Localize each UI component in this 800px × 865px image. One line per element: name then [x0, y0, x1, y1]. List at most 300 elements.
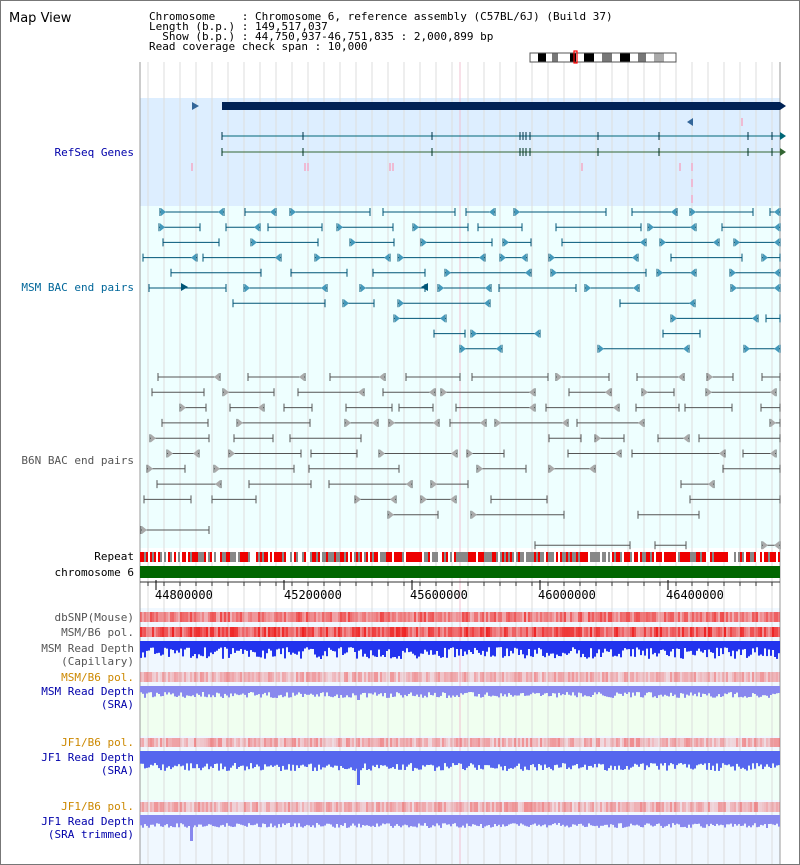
read-depth-bar	[546, 815, 548, 827]
polymorphism-cell	[468, 612, 470, 622]
read-depth-bar	[754, 815, 756, 823]
polymorphism-cell	[604, 627, 606, 637]
polymorphism-cell	[344, 612, 346, 622]
polymorphism-cell	[240, 627, 242, 637]
read-depth-bar	[712, 751, 714, 766]
polymorphism-cell	[610, 802, 612, 812]
ideogram-band	[630, 53, 638, 62]
read-depth-bar	[772, 686, 774, 694]
read-depth-bar	[224, 815, 226, 827]
read-depth-bar	[326, 641, 328, 656]
polymorphism-cell	[352, 802, 354, 812]
polymorphism-cell	[692, 802, 694, 812]
polymorphism-cell	[346, 612, 348, 622]
polymorphism-cell	[166, 612, 168, 622]
repeat-label[interactable]: Repeat	[94, 550, 134, 563]
polymorphism-cell	[708, 738, 710, 747]
read-depth-bar	[344, 815, 346, 823]
repeat-block	[218, 552, 220, 562]
read-depth-bar	[204, 686, 206, 697]
repeat-block	[728, 552, 730, 562]
polymorphism-cell	[156, 627, 158, 637]
polymorphism-cell	[178, 612, 180, 622]
read-depth-bar	[572, 815, 574, 824]
polymorphism-cell	[190, 738, 192, 747]
dbsnp-label[interactable]: dbSNP(Mouse)	[54, 611, 134, 624]
jf1-read-depth-trim-label[interactable]: JF1 Read Depth	[41, 815, 134, 828]
read-depth-bar	[332, 815, 334, 827]
repeat-block	[488, 552, 490, 562]
gene-strand-arrow	[780, 148, 786, 156]
polymorphism-cell	[702, 738, 704, 747]
read-depth-bar	[236, 751, 238, 769]
read-depth-bar	[426, 751, 428, 765]
read-depth-bar	[650, 686, 652, 692]
read-depth-bar	[304, 751, 306, 767]
polymorphism-cell	[488, 802, 490, 812]
read-depth-bar	[548, 815, 550, 825]
read-depth-bar	[188, 686, 190, 696]
read-depth-bar	[600, 751, 602, 765]
read-depth-bar	[450, 641, 452, 648]
repeat-block	[750, 552, 752, 562]
polymorphism-cell	[422, 802, 424, 812]
read-depth-bar	[648, 815, 650, 824]
polymorphism-cell	[564, 627, 566, 637]
polymorphism-cell	[470, 672, 472, 682]
polymorphism-cell	[378, 612, 380, 622]
read-depth-bar	[610, 686, 612, 697]
polymorphism-cell	[208, 802, 210, 812]
read-depth-bar	[668, 815, 670, 824]
polymorphism-cell	[232, 802, 234, 812]
polymorphism-cell	[356, 672, 358, 682]
b6n-bac-label[interactable]: B6N BAC end pairs	[21, 454, 134, 467]
polymorphism-cell	[756, 612, 758, 622]
polymorphism-cell	[180, 802, 182, 812]
polymorphism-cell	[162, 672, 164, 682]
polymorphism-cell	[306, 612, 308, 622]
read-depth-bar	[518, 751, 520, 764]
polymorphism-cell	[388, 627, 390, 637]
polymorphism-cell	[568, 627, 570, 637]
read-depth-bar	[678, 686, 680, 698]
read-depth-bar	[618, 815, 620, 823]
polymorphism-cell	[586, 672, 588, 682]
polymorphism-cell	[274, 612, 276, 622]
repeat-block	[720, 552, 722, 562]
repeat-block	[710, 552, 712, 562]
read-depth-bar	[384, 686, 386, 693]
read-depth-bar	[774, 641, 776, 657]
read-depth-bar	[628, 641, 630, 649]
read-depth-bar	[622, 641, 624, 651]
read-depth-bar	[240, 641, 242, 649]
polymorphism-cell	[176, 612, 178, 622]
read-depth-bar	[140, 641, 142, 658]
repeat-block	[464, 552, 466, 562]
polymorphism-cell	[144, 627, 146, 637]
read-depth-bar	[200, 686, 202, 697]
read-depth-bar	[266, 641, 268, 653]
read-depth-bar	[234, 815, 236, 827]
read-depth-bar	[164, 751, 166, 771]
read-depth-bar	[316, 641, 318, 658]
polymorphism-cell	[604, 672, 606, 682]
polymorphism-cell	[242, 738, 244, 747]
polymorphism-cell	[662, 738, 664, 747]
polymorphism-cell	[346, 627, 348, 637]
read-depth-bar	[198, 751, 200, 768]
polymorphism-cell	[334, 672, 336, 682]
polymorphism-cell	[222, 627, 224, 637]
polymorphism-cell	[762, 612, 764, 622]
polymorphism-cell	[182, 672, 184, 682]
polymorphism-cell	[576, 672, 578, 682]
polymorphism-cell	[674, 612, 676, 622]
polymorphism-cell	[326, 802, 328, 812]
polymorphism-cell	[336, 738, 338, 747]
repeat-block	[622, 552, 624, 562]
polymorphism-cell	[772, 627, 774, 637]
read-depth-bar	[430, 641, 432, 650]
polymorphism-cell	[670, 627, 672, 637]
read-depth-bar	[268, 641, 270, 649]
polymorphism-cell	[246, 672, 248, 682]
read-depth-bar	[694, 686, 696, 694]
read-depth-bar	[670, 686, 672, 693]
read-depth-bar	[244, 751, 246, 770]
polymorphism-cell	[598, 802, 600, 812]
polymorphism-cell	[566, 612, 568, 622]
refseq-genes-label[interactable]: RefSeq Genes	[54, 146, 134, 159]
polymorphism-cell	[766, 738, 768, 747]
polymorphism-cell	[266, 672, 268, 682]
polymorphism-cell	[510, 612, 512, 622]
read-depth-bar	[552, 686, 554, 693]
repeat-block	[292, 552, 294, 562]
read-depth-bar	[428, 815, 430, 828]
read-depth-bar	[392, 641, 394, 657]
read-depth-bar	[582, 751, 584, 767]
polymorphism-cell	[246, 627, 248, 637]
read-depth-bar	[624, 751, 626, 769]
read-depth-bar	[640, 641, 642, 655]
read-depth-bar	[232, 641, 234, 648]
read-depth-bar	[644, 686, 646, 695]
read-depth-bar	[568, 815, 570, 827]
jf1-b6-pol-trim-label[interactable]: JF1/B6 pol.	[61, 800, 134, 813]
repeat-block	[388, 552, 390, 562]
read-depth-bar	[726, 641, 728, 648]
msm-read-depth-sra-label[interactable]: MSM Read Depth	[41, 685, 134, 698]
read-depth-bar	[706, 815, 708, 824]
read-depth-bar	[258, 751, 260, 766]
polymorphism-cell	[506, 738, 508, 747]
polymorphism-cell	[314, 802, 316, 812]
read-depth-bar	[162, 641, 164, 655]
repeat-block	[386, 552, 388, 562]
read-depth-bar	[774, 686, 776, 694]
repeat-block	[232, 552, 234, 562]
msm-b6-pol-sra-label[interactable]: MSM/B6 pol.	[61, 671, 134, 684]
polymorphism-cell	[646, 627, 648, 637]
read-depth-bar	[148, 641, 150, 651]
polymorphism-cell	[370, 627, 372, 637]
repeat-block	[686, 552, 688, 562]
polymorphism-cell	[410, 627, 412, 637]
polymorphism-cell	[272, 738, 274, 747]
read-depth-spike	[357, 686, 360, 700]
polymorphism-cell	[412, 627, 414, 637]
read-depth-bar	[684, 751, 686, 764]
polymorphism-cell	[456, 802, 458, 812]
read-depth-bar	[566, 686, 568, 692]
read-depth-bar	[482, 751, 484, 769]
repeat-block	[170, 552, 172, 562]
polymorphism-cell	[236, 802, 238, 812]
polymorphism-cell	[418, 738, 420, 747]
read-depth-bar	[408, 751, 410, 765]
read-depth-bar	[660, 641, 662, 650]
read-depth-bar	[740, 641, 742, 655]
read-depth-bar	[330, 815, 332, 825]
read-depth-bar	[550, 686, 552, 696]
polymorphism-cell	[412, 738, 414, 747]
read-depth-bar	[482, 686, 484, 697]
read-depth-bar	[474, 641, 476, 648]
polymorphism-cell	[556, 627, 558, 637]
read-depth-bar	[722, 815, 724, 825]
polymorphism-cell	[494, 738, 496, 747]
read-depth-bar	[748, 751, 750, 766]
repeat-block	[348, 552, 350, 562]
read-depth-bar	[144, 815, 146, 824]
read-depth-bar	[452, 641, 454, 647]
polymorphism-cell	[646, 738, 648, 747]
polymorphism-cell	[638, 627, 640, 637]
read-depth-bar	[506, 815, 508, 826]
polymorphism-cell	[380, 672, 382, 682]
polymorphism-cell	[194, 612, 196, 622]
polymorphism-cell	[430, 802, 432, 812]
polymorphism-cell	[710, 612, 712, 622]
read-depth-bar	[408, 686, 410, 694]
polymorphism-cell	[154, 612, 156, 622]
jf1-read-depth-trim-sublabel: (SRA trimmed)	[47, 828, 134, 841]
polymorphism-cell	[416, 627, 418, 637]
polymorphism-cell	[770, 672, 772, 682]
polymorphism-cell	[234, 612, 236, 622]
polymorphism-cell	[342, 612, 344, 622]
polymorphism-cell	[498, 672, 500, 682]
read-depth-bar	[308, 751, 310, 764]
jf1-b6-pol-label[interactable]: JF1/B6 pol.	[61, 736, 134, 749]
repeat-block	[490, 552, 492, 562]
polymorphism-cell	[306, 738, 308, 747]
repeat-block	[276, 552, 278, 562]
read-depth-bar	[166, 815, 168, 824]
polymorphism-cell	[700, 802, 702, 812]
polymorphism-cell	[618, 802, 620, 812]
read-depth-bar	[352, 815, 354, 824]
polymorphism-cell	[666, 672, 668, 682]
polymorphism-cell	[288, 627, 290, 637]
polymorphism-cell	[218, 672, 220, 682]
polymorphism-cell	[424, 738, 426, 747]
read-depth-bar	[182, 686, 184, 697]
repeat-block	[308, 552, 310, 562]
read-depth-bar	[174, 641, 176, 653]
read-depth-bar	[688, 686, 690, 696]
polymorphism-cell	[460, 672, 462, 682]
read-depth-bar	[752, 686, 754, 693]
read-depth-bar	[466, 815, 468, 824]
ideogram-band	[664, 53, 676, 62]
repeat-block	[746, 552, 748, 562]
polymorphism-cell	[626, 738, 628, 747]
read-depth-bar	[576, 641, 578, 654]
polymorphism-cell	[442, 612, 444, 622]
polymorphism-cell	[512, 627, 514, 637]
read-depth-bar	[220, 751, 222, 764]
polymorphism-cell	[378, 627, 380, 637]
polymorphism-cell	[146, 672, 148, 682]
polymorphism-cell	[634, 738, 636, 747]
read-depth-bar	[498, 641, 500, 647]
polymorphism-cell	[732, 612, 734, 622]
polymorphism-cell	[354, 672, 356, 682]
jf1-read-depth-sra-label[interactable]: JF1 Read Depth	[41, 751, 134, 764]
read-depth-bar	[200, 815, 202, 825]
msm-b6-pol-label[interactable]: MSM/B6 pol.	[61, 626, 134, 639]
polymorphism-cell	[312, 627, 314, 637]
polymorphism-cell	[146, 627, 148, 637]
repeat-block	[572, 552, 574, 562]
read-depth-bar	[532, 641, 534, 657]
polymorphism-cell	[604, 612, 606, 622]
polymorphism-cell	[144, 672, 146, 682]
read-depth-bar	[268, 686, 270, 692]
polymorphism-cell	[202, 672, 204, 682]
polymorphism-cell	[494, 612, 496, 622]
polymorphism-cell	[546, 627, 548, 637]
repeat-block	[662, 552, 664, 562]
polymorphism-cell	[566, 672, 568, 682]
read-depth-bar	[574, 815, 576, 825]
read-depth-bar	[408, 641, 410, 652]
polymorphism-cell	[184, 802, 186, 812]
read-depth-bar	[384, 751, 386, 765]
repeat-block	[628, 552, 630, 562]
msm-bac-label[interactable]: MSM BAC end pairs	[21, 281, 134, 294]
polymorphism-cell	[552, 672, 554, 682]
read-depth-bar	[168, 751, 170, 766]
polymorphism-cell	[770, 802, 772, 812]
read-depth-bar	[662, 686, 664, 697]
polymorphism-cell	[726, 627, 728, 637]
read-depth-bar	[156, 751, 158, 765]
polymorphism-cell	[312, 672, 314, 682]
read-depth-bar	[554, 686, 556, 694]
polymorphism-cell	[248, 672, 250, 682]
polymorphism-cell	[326, 738, 328, 747]
polymorphism-cell	[366, 672, 368, 682]
read-depth-bar	[502, 641, 504, 658]
polymorphism-cell	[294, 738, 296, 747]
polymorphism-cell	[500, 738, 502, 747]
polymorphism-cell	[542, 802, 544, 812]
polymorphism-cell	[638, 802, 640, 812]
polymorphism-cell	[200, 627, 202, 637]
polymorphism-cell	[180, 738, 182, 747]
read-depth-bar	[538, 815, 540, 825]
polymorphism-cell	[640, 738, 642, 747]
read-depth-bar	[776, 686, 778, 693]
polymorphism-cell	[722, 738, 724, 747]
read-depth-bar	[152, 751, 154, 766]
polymorphism-cell	[524, 672, 526, 682]
polymorphism-cell	[222, 802, 224, 812]
read-depth-bar	[340, 815, 342, 825]
polymorphism-cell	[726, 802, 728, 812]
read-depth-bar	[432, 751, 434, 765]
read-depth-bar	[152, 641, 154, 648]
read-depth-bar	[392, 815, 394, 828]
polymorphism-cell	[370, 738, 372, 747]
polymorphism-cell	[338, 738, 340, 747]
read-depth-bar	[506, 751, 508, 771]
repeat-block	[712, 552, 714, 562]
repeat-block	[482, 552, 484, 562]
polymorphism-cell	[712, 612, 714, 622]
polymorphism-cell	[338, 802, 340, 812]
msm-read-depth-capillary-label[interactable]: MSM Read Depth	[41, 642, 134, 655]
polymorphism-cell	[220, 612, 222, 622]
polymorphism-cell	[268, 802, 270, 812]
read-depth-bar	[518, 641, 520, 655]
polymorphism-cell	[164, 738, 166, 747]
read-depth-bar	[762, 751, 764, 769]
polymorphism-cell	[594, 627, 596, 637]
read-depth-bar	[298, 686, 300, 692]
read-depth-bar	[240, 751, 242, 766]
polymorphism-cell	[572, 802, 574, 812]
polymorphism-cell	[608, 627, 610, 637]
polymorphism-cell	[360, 627, 362, 637]
polymorphism-cell	[592, 738, 594, 747]
polymorphism-cell	[412, 802, 414, 812]
repeat-block	[404, 552, 406, 562]
read-depth-bar	[614, 751, 616, 766]
repeat-block	[372, 552, 374, 562]
polymorphism-cell	[168, 672, 170, 682]
polymorphism-cell	[540, 738, 542, 747]
polymorphism-cell	[358, 802, 360, 812]
polymorphism-cell	[334, 627, 336, 637]
read-depth-bar	[682, 751, 684, 765]
polymorphism-cell	[304, 672, 306, 682]
read-depth-bar	[700, 815, 702, 826]
polymorphism-cell	[434, 672, 436, 682]
read-depth-bar	[766, 815, 768, 828]
polymorphism-cell	[184, 612, 186, 622]
read-depth-bar	[286, 815, 288, 823]
read-depth-bar	[740, 815, 742, 826]
read-depth-bar	[622, 751, 624, 770]
read-depth-bar	[500, 686, 502, 693]
read-depth-bar	[426, 641, 428, 652]
